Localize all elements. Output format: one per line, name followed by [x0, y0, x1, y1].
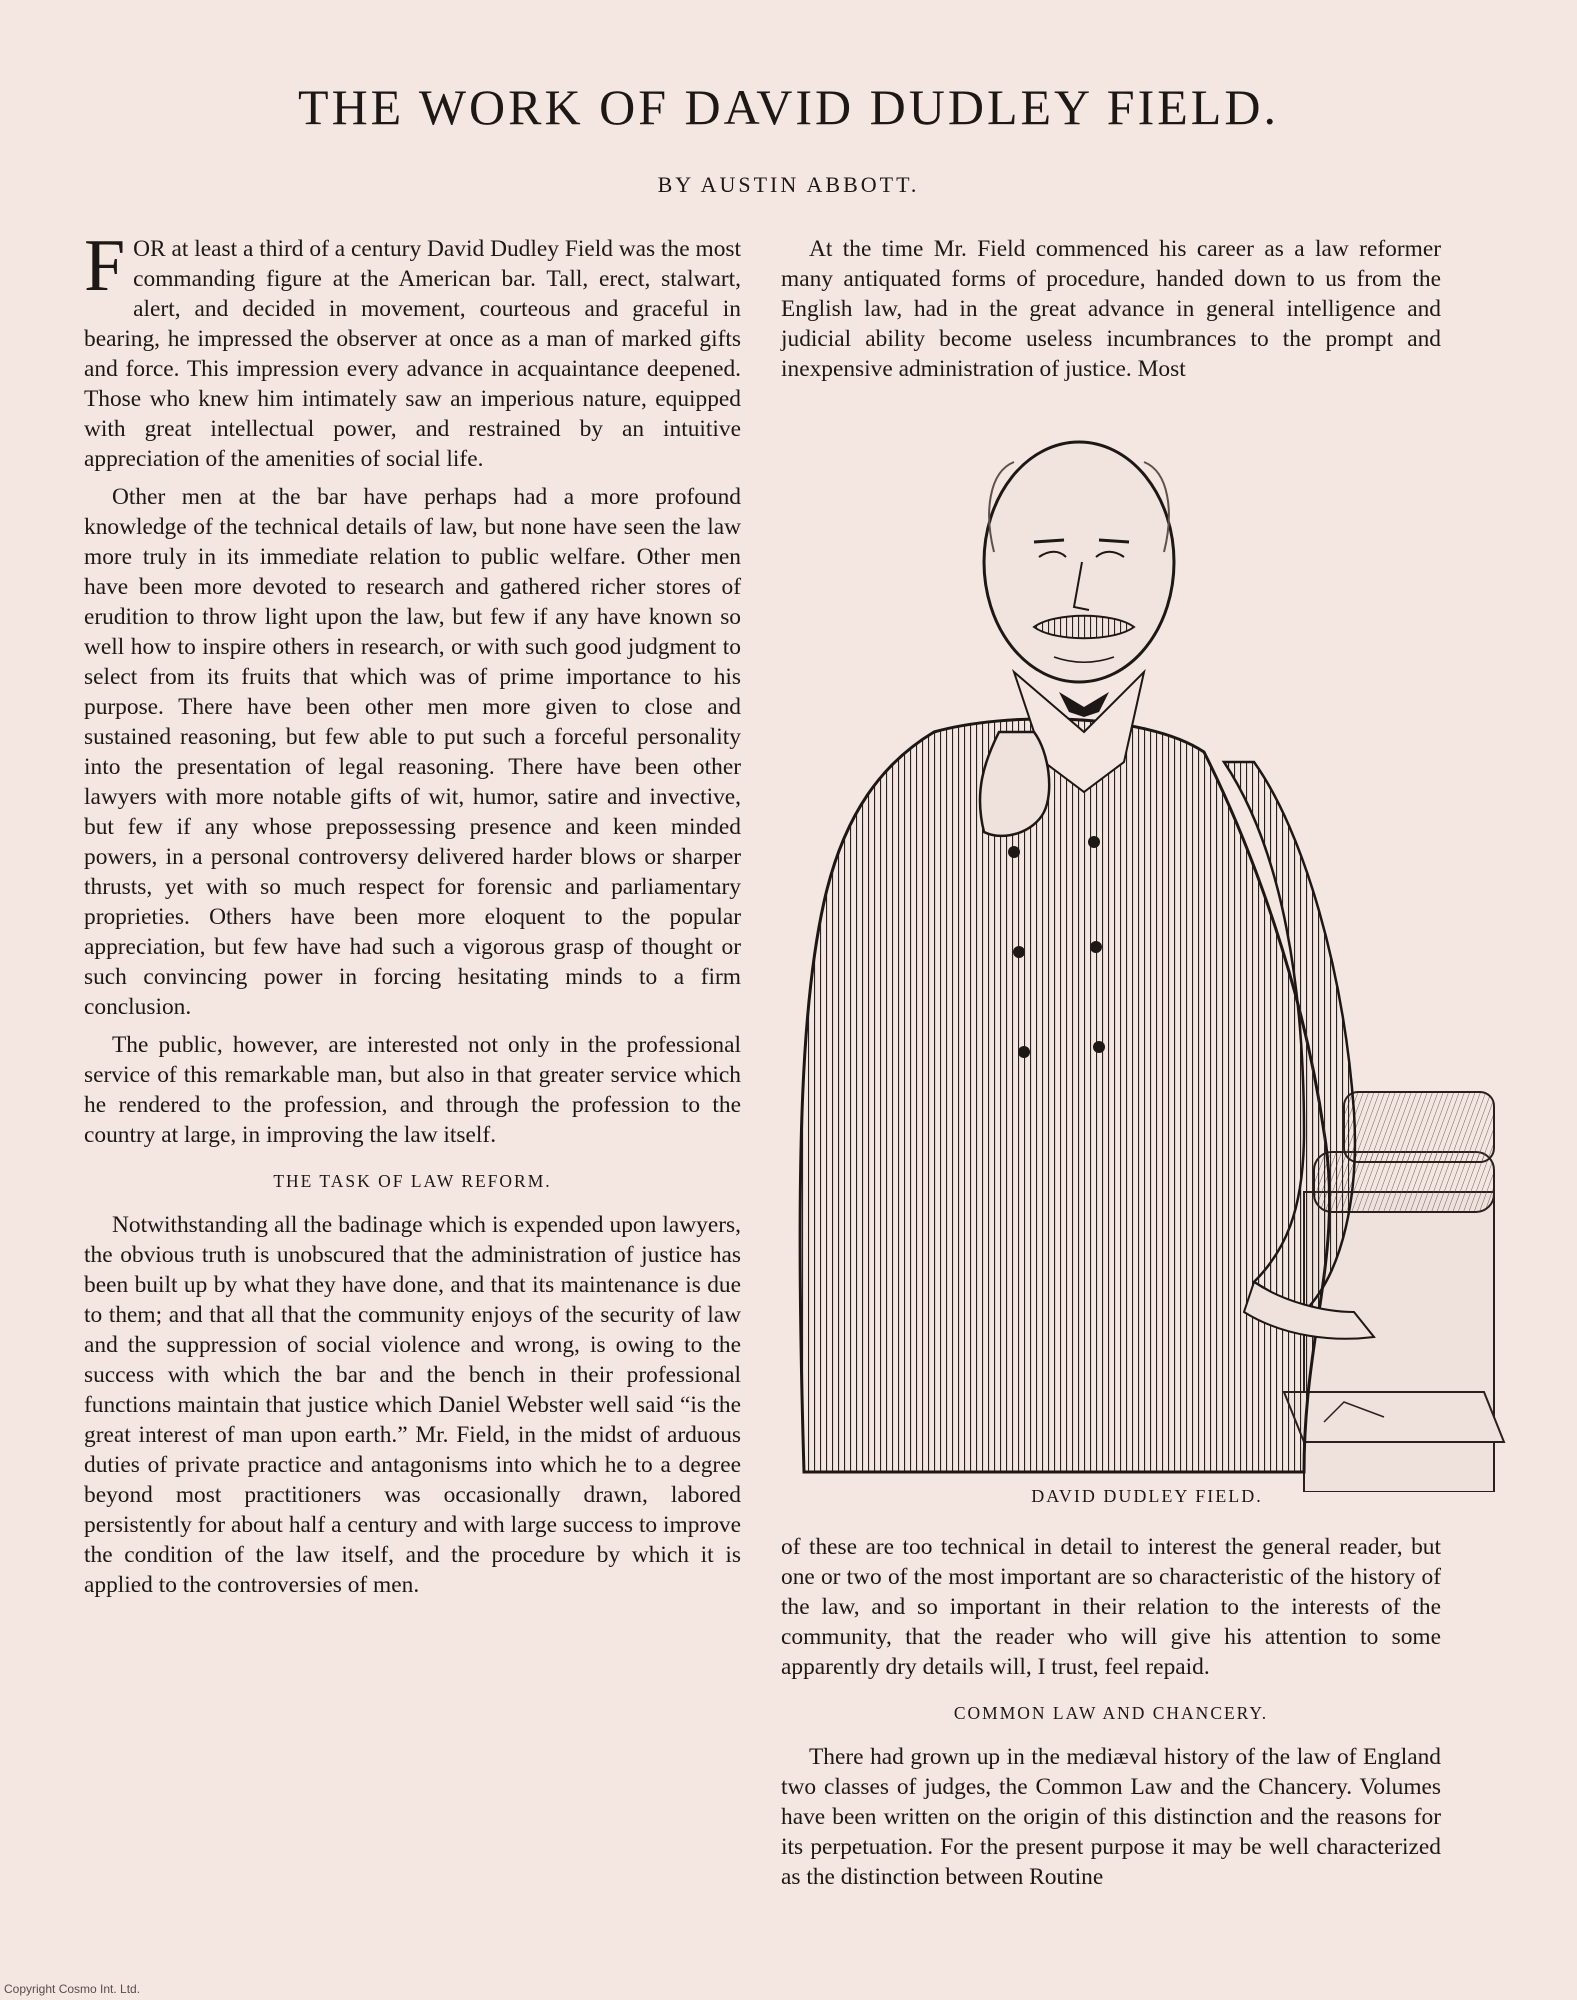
right-column-top — [781, 234, 1441, 384]
article-title: THE WORK OF DAVID DUDLEY FIELD. — [298, 79, 1279, 135]
section-heading: THE TASK OF LAW REFORM. — [273, 1171, 552, 1191]
paragraph-text: OR at least a third of a century David Dudley Field was the most commanding figure at the American bar. Tall, erect, stalwart, alert, and decided in movement, courteous and graceful in bearing, he impressed the observer at once as a man of marked gifts and force. This impression every advance in acquaintance deepened. Those who knew him intimately saw an imperious nature, equipped with great intellectual power, and restrained by an intuitive appreciation of the amenities of social life. — [84, 236, 741, 472]
drop-cap: F — [84, 225, 126, 307]
left-column — [84, 225, 741, 1600]
portrait-engraving — [784, 432, 1510, 1492]
section-heading: COMMON LAW AND CHANCERY. — [953, 1703, 1269, 1723]
paragraph: Other men at the bar have perhaps had a more profound knowledge of the technical details of law, but none have seen the law more truly in its immediate relation to public welfare. Other men have been more devoted to research and gathered richer stores of erudition to throw light upon the law, but few if any have known so well how to inspire others in research, or with such good judgment to select from its fruits that which was of prime importance to his purpose. There have been other men more given to close and sustained reasoning, but few able to put such a forceful personality into the presentation of legal reasoning. There have been other lawyers with more notable gifts of wit, humor, satire and invective, but few if any whose prepossessing presence and keen minded powers, in a personal controversy delivered harder blows or sharper thrusts, yet with so much respect for forensic and parliamentary proprieties. Others have been more eloquent to the popular appreciation, but few have had such a vigorous grasp of thought or such convincing power in forcing hesitating minds to a firm conclusion. — [84, 484, 741, 1020]
paragraph: Notwithstanding all the badinage which is expended upon lawyers, the obvious truth is unobscured that the administration of justice has been built up by what they have done, and that its maintenance is due to them; and that all that the community enjoys of the security of law and the suppression of social violence and wrong, is owing to the success with which the bar and the bench in their professional functions maintain that justice which Daniel Webster well said “is the great interest of man upon earth.” Mr. Field, in the midst of arduous duties of private practice and antagonisms into which he to a degree beyond most practitioners was occasionally drawn, labored persistently for about half a century and with large success to improve the condition of the law itself, and the procedure by which it is applied to the controversies of men. — [84, 1212, 741, 1598]
paragraph — [84, 225, 741, 474]
figure-head — [984, 442, 1174, 682]
paragraph: There had grown up in the mediæval history of the law of England two classes of judges, the Common Law and the Chancery. Volumes have been written on the origin of this distinction and the reasons for its perpetuation. For the present purpose it may be well characterized as the distinction between Routine — [781, 1744, 1441, 1890]
right-column-bottom — [781, 1532, 1441, 1892]
figure-body — [800, 672, 1374, 1472]
copyright-notice: Copyright Cosmo Int. Ltd. — [4, 1982, 141, 1996]
paragraph: The public, however, are interested not only in the professional service of this remarkable man, but also in that greater service which he rendered to the profession, and through the profession to the country at large, in improving the law itself. — [84, 1032, 741, 1148]
portrait-caption: DAVID DUDLEY FIELD. — [1031, 1486, 1263, 1506]
article-byline: BY AUSTIN ABBOTT. — [657, 172, 920, 197]
paragraph: At the time Mr. Field commenced his career as a law reformer many antiquated forms of procedure, handed down to us from the English law, had in the great advance in general intelligence and judicial ability become useless incumbrances to the prompt and inexpensive administration of justice. Most — [781, 236, 1441, 382]
paragraph: of these are too technical in detail to interest the general reader, but one or two of the most important are so characteristic of the history of the law, and so important in their relation to the interests of the community, that the reader who will give his attention to some apparently dry details will, I trust, feel repaid. — [781, 1534, 1441, 1680]
